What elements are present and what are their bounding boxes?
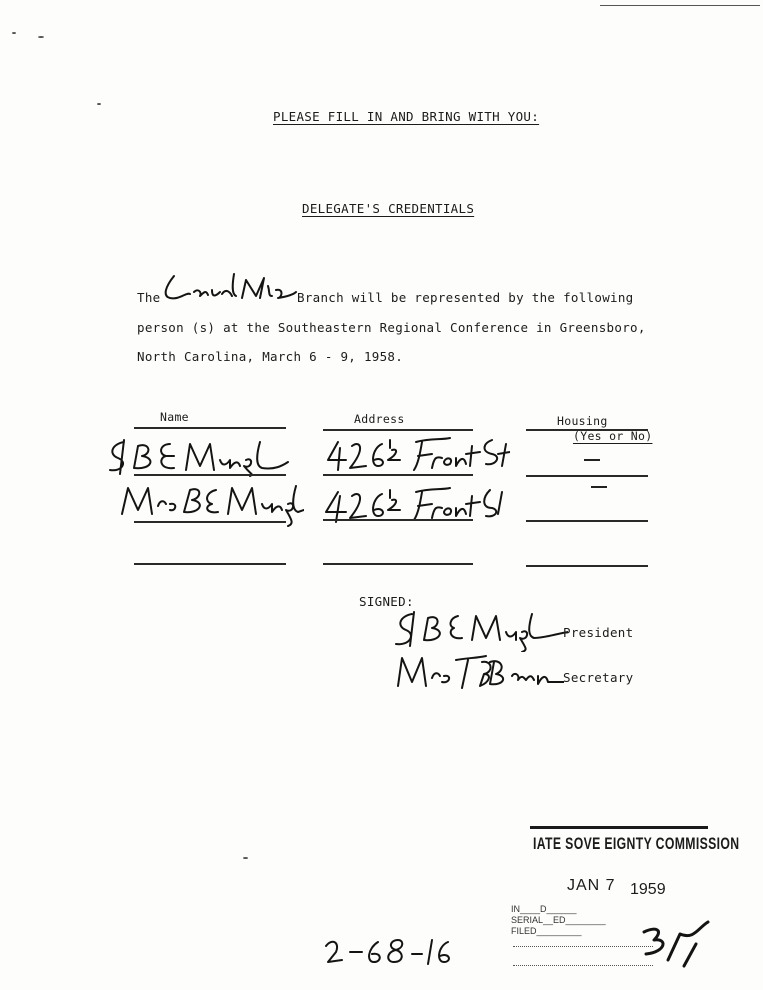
row1-address-handwriting [326, 434, 510, 476]
header-housing-sub: (Yes or No) [573, 429, 653, 443]
body-line3: North Carolina, March 6 - 9, 1958. [137, 349, 404, 364]
body-the: The [137, 290, 161, 305]
stamp-initials [634, 916, 712, 972]
body-line1-rest: Branch will be represented by the following [297, 290, 634, 305]
row2-housing-rule [526, 520, 648, 522]
secretary-signature [394, 652, 564, 694]
header-name-rule [134, 427, 286, 429]
row1-name-handwriting [104, 436, 290, 478]
president-signature [392, 608, 568, 652]
scan-edge [600, 5, 760, 6]
row1-housing-dash [584, 459, 600, 461]
header-name: Name [160, 410, 189, 424]
stamp-line-in: IN____D______ [511, 904, 577, 914]
row1-housing-rule [526, 475, 648, 477]
stamp-line-filed: FILED_________ [511, 926, 582, 936]
president-role: President [563, 625, 634, 640]
header-address-rule [323, 429, 473, 431]
scan-speck [38, 36, 44, 38]
row2-address-rule [323, 519, 473, 521]
row2-housing-dash [591, 486, 607, 488]
document-title: DELEGATE'S CREDENTIALS [302, 201, 475, 216]
row3-address-rule [323, 563, 473, 565]
stamp-date: JAN 7 [567, 877, 616, 894]
scan-speck [12, 32, 16, 34]
stamp-line-serial: SERIAL__ED________ [511, 915, 606, 925]
stamp-commission: IATE SOVE EIGNTY COMMISSION [533, 834, 740, 853]
scan-speck [243, 857, 248, 859]
stamp-box [513, 946, 653, 966]
row1-address-rule [323, 474, 473, 476]
branch-name-handwriting [160, 268, 300, 308]
stamp-lines [511, 904, 606, 937]
row2-name-rule [134, 521, 286, 523]
body-line2: person (s) at the Southeastern Regional Conference in Greensboro, [137, 320, 646, 335]
secretary-role: Secretary [563, 670, 634, 685]
row3-name-rule [134, 563, 286, 565]
header-address: Address [354, 412, 405, 426]
stamp-year: 1959 [630, 881, 666, 898]
stamp-top-rule [530, 826, 708, 829]
row2-name-handwriting [118, 480, 304, 530]
header-housing: Housing [557, 414, 608, 428]
signed-label: SIGNED: [359, 594, 414, 609]
scan-speck [97, 103, 101, 105]
file-number-handwriting [322, 932, 452, 976]
row1-name-rule [134, 474, 286, 476]
page-heading: PLEASE FILL IN AND BRING WITH YOU: [273, 109, 540, 124]
row3-housing-rule [526, 565, 648, 567]
